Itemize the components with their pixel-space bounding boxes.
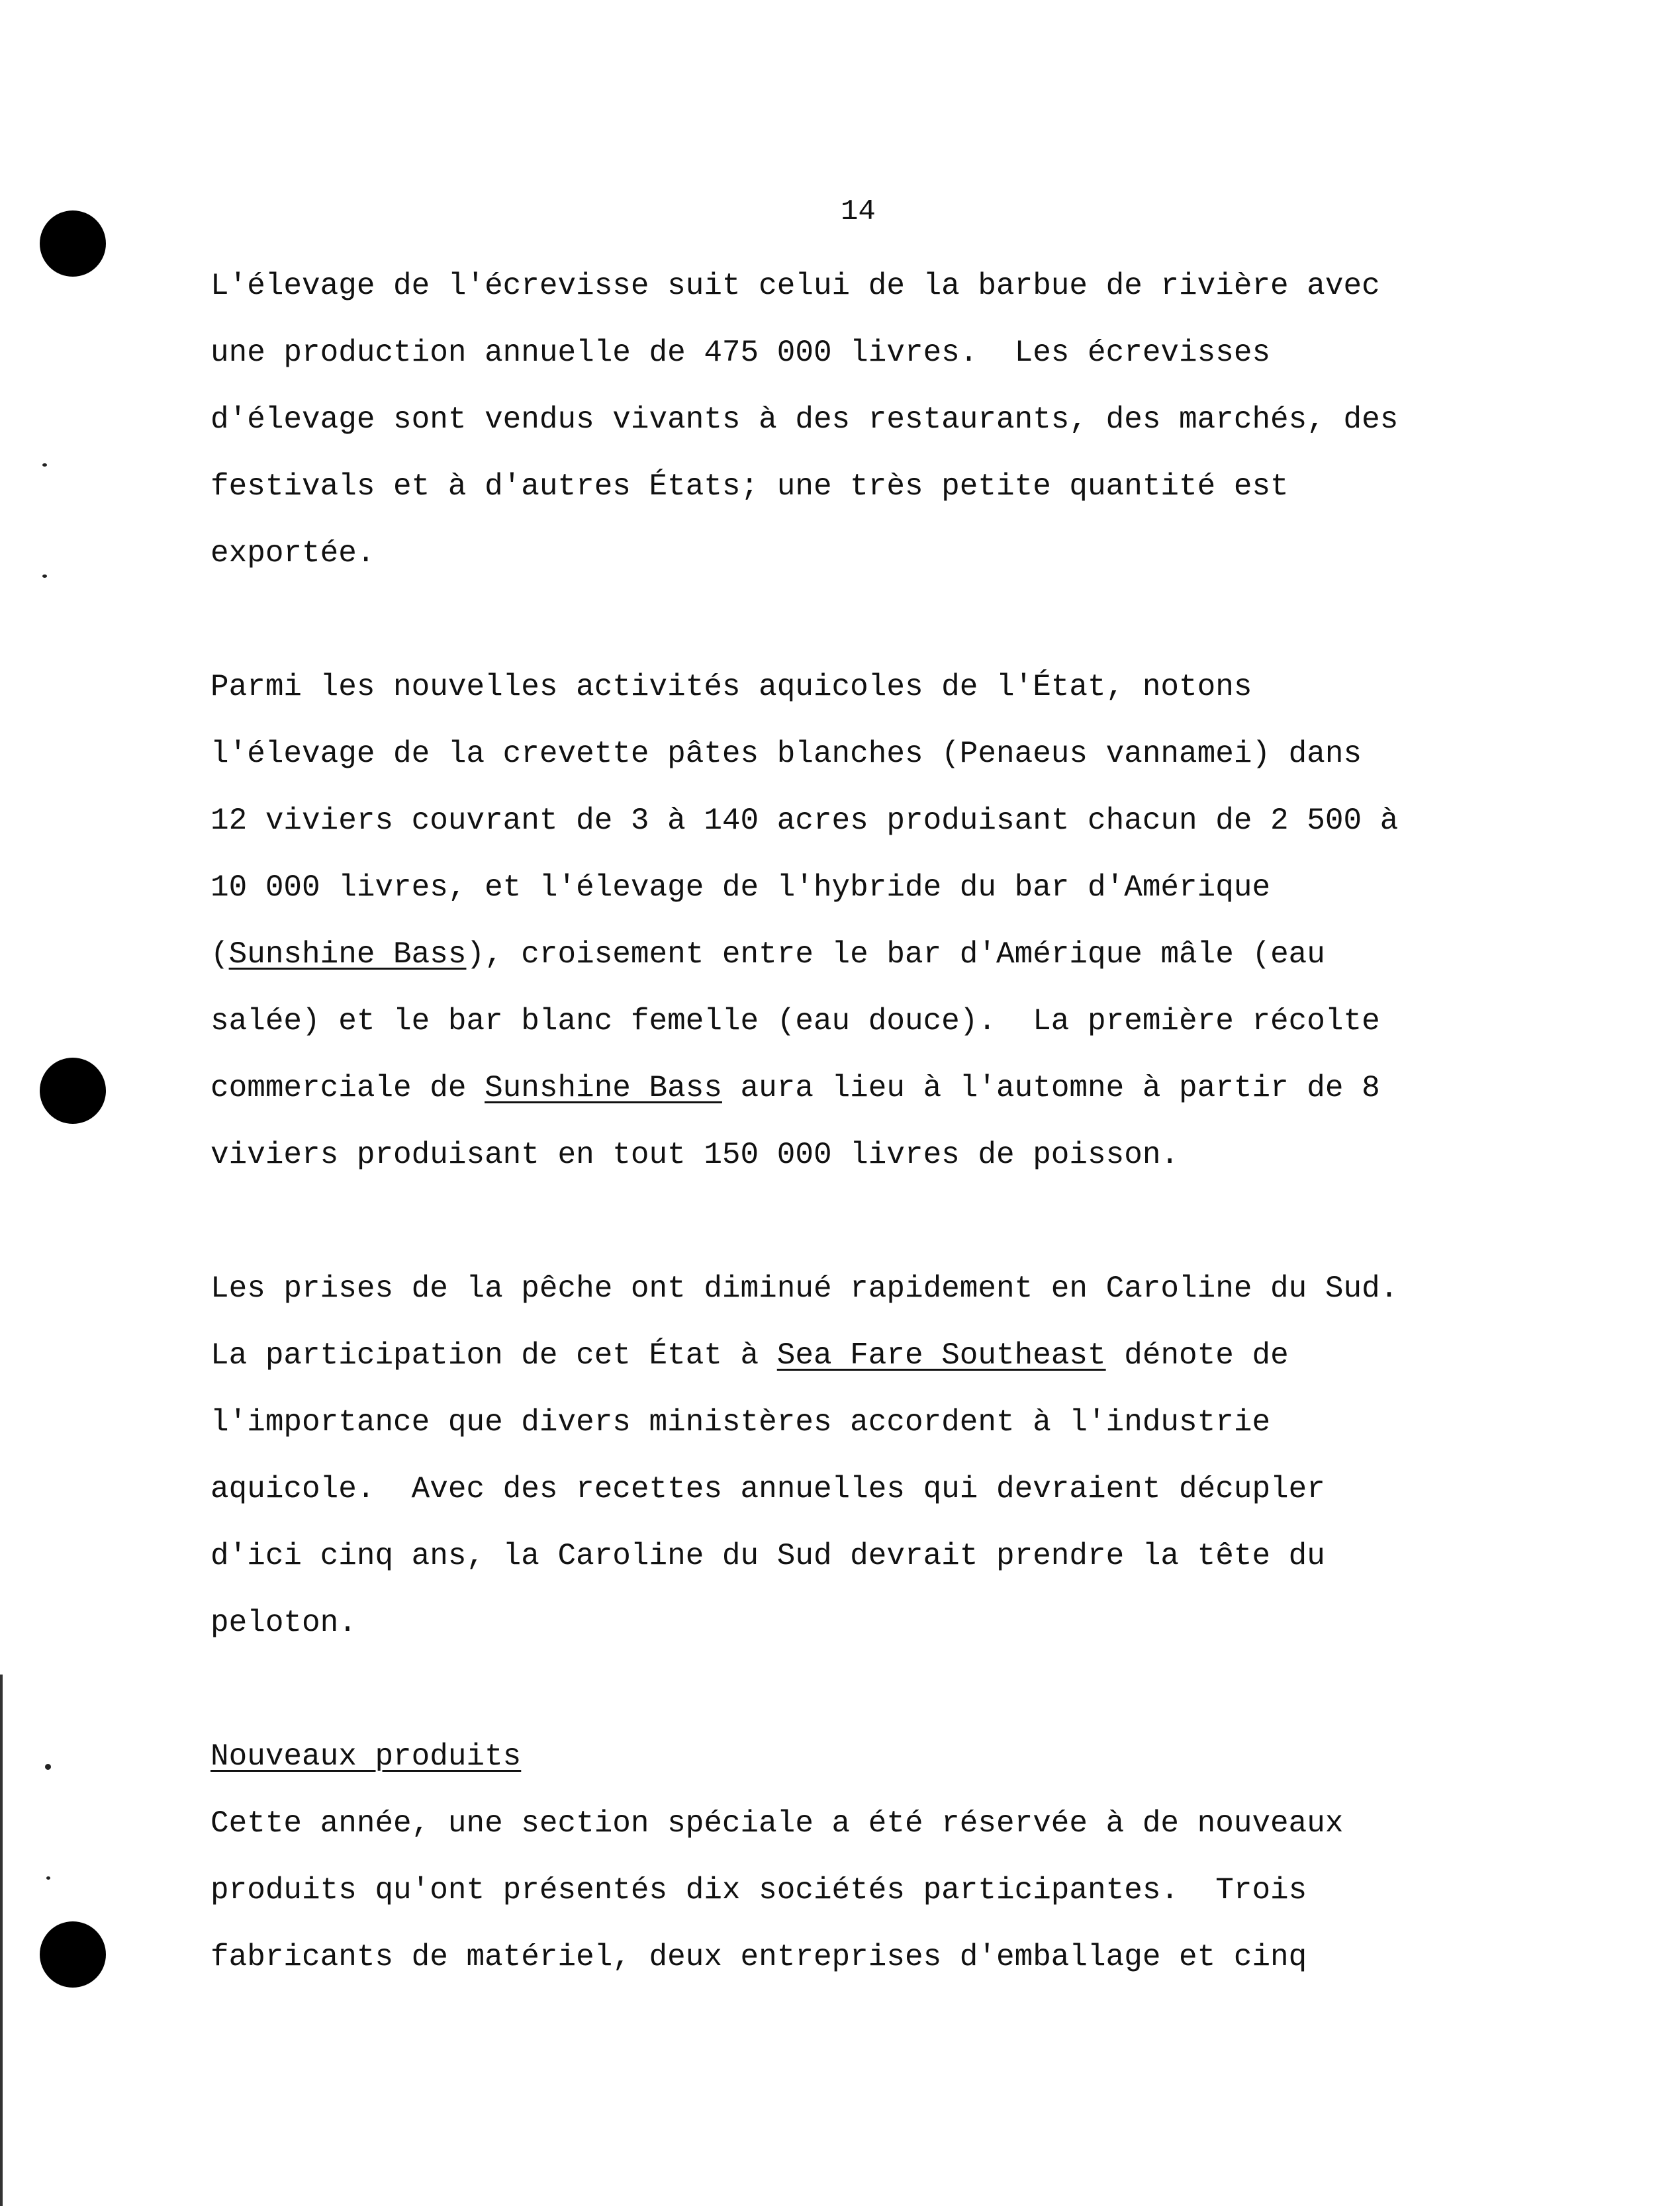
underlined-term: Sea Fare Southeast	[776, 1338, 1106, 1373]
paragraph	[210, 253, 1548, 587]
punch-hole	[40, 210, 106, 277]
text-line: festivals et à d'autres États; une très petite quantité est	[210, 469, 1289, 504]
text-line: Parmi les nouvelles activités aquicoles de l'État, notons	[210, 670, 1252, 704]
text-line: peloton.	[210, 1606, 357, 1640]
document-body	[210, 253, 1548, 1991]
text-line: exportée.	[210, 536, 375, 571]
underlined-term: Sunshine Bass	[228, 937, 467, 972]
text-line: fabricants de matériel, deux entreprises d'emballage et cinq	[210, 1940, 1307, 1974]
section	[210, 1723, 1548, 1991]
text-line: produits qu'ont présentés dix sociétés participantes. Trois	[210, 1873, 1307, 1907]
text-line: salée) et le bar blanc femelle (eau douce). La première récolte	[210, 1004, 1380, 1038]
text-line: L'élevage de l'écrevisse suit celui de la barbue de rivière avec	[210, 269, 1380, 303]
text-line: aquicole. Avec des recettes annuelles qui devraient décupler	[210, 1472, 1325, 1506]
scan-speck	[45, 1764, 51, 1770]
text-line: Les prises de la pêche ont diminué rapidement en Caroline du Sud.	[210, 1271, 1399, 1306]
paragraph-gap	[210, 1657, 1548, 1723]
text-line: La participation de cet État à Sea Fare Southeast dénote de	[210, 1338, 1289, 1373]
text-line: 12 viviers couvrant de 3 à 140 acres produisant chacun de 2 500 à	[210, 804, 1399, 838]
paragraph-gap	[210, 1189, 1548, 1256]
paragraph-gap	[210, 587, 1548, 654]
text-line: l'élevage de la crevette pâtes blanches (Penaeus vannamei) dans	[210, 737, 1362, 771]
text-line: d'ici cinq ans, la Caroline du Sud devrait prendre la tête du	[210, 1539, 1325, 1573]
underlined-term: Sunshine Bass	[485, 1071, 722, 1105]
punch-hole	[40, 1921, 106, 1988]
text-line: d'élevage sont vendus vivants à des restaurants, des marchés, des	[210, 402, 1399, 437]
paragraph	[210, 654, 1548, 1189]
text-line: commerciale de Sunshine Bass aura lieu à l'automne à partir de 8	[210, 1071, 1380, 1105]
scan-speck	[46, 1876, 50, 1880]
scan-speck	[42, 574, 47, 578]
scan-edge-line	[0, 1675, 3, 2206]
text-line: (Sunshine Bass), croisement entre le bar d'Amérique mâle (eau	[210, 937, 1325, 972]
punch-hole	[40, 1058, 106, 1124]
section-heading: Nouveaux produits	[210, 1739, 522, 1774]
scan-speck	[42, 463, 47, 467]
text-line: l'importance que divers ministères accordent à l'industrie	[210, 1405, 1271, 1440]
text-line: 10 000 livres, et l'élevage de l'hybride du bar d'Amérique	[210, 870, 1271, 905]
text-line: viviers produisant en tout 150 000 livres de poisson.	[210, 1138, 1180, 1172]
page-number: 14	[841, 195, 876, 228]
text-line: une production annuelle de 475 000 livres. Les écrevisses	[210, 336, 1271, 370]
paragraph	[210, 1256, 1548, 1657]
text-line: Cette année, une section spéciale a été réservée à de nouveaux	[210, 1806, 1344, 1841]
